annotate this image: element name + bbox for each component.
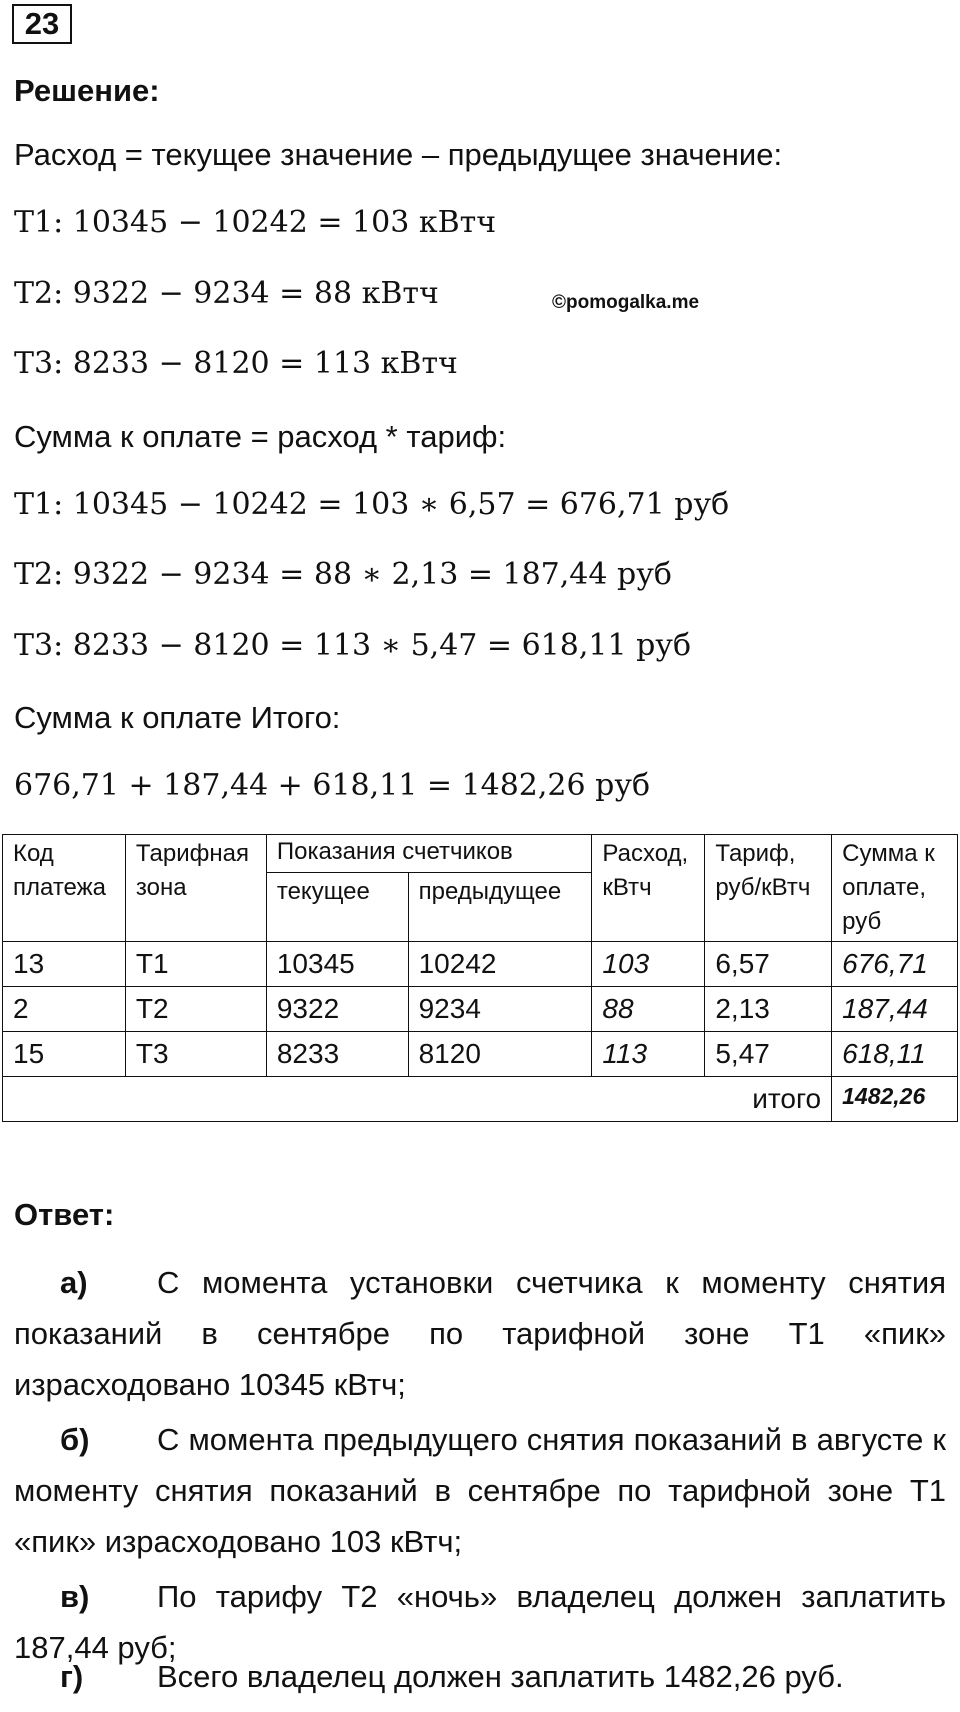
cell-tariff: 5,47 [705,1032,832,1077]
header-sum: Сумма к оплате, руб [832,835,958,942]
answer-b [14,1414,946,1567]
t2-payment: T2: 9322 − 9234 = 88 ∗ 2,13 = 187,44 руб [14,557,672,592]
cell-zone: T1 [125,942,266,987]
answer-a-text: С момента установки счетчика к моменту снятия показаний в сентябре по тарифной зоне T1 «пик» израсходовано 10345 кВтч; [14,1265,946,1402]
payment-formula: Сумма к оплате = расход * тариф: [14,419,507,454]
task-number: 23 [12,4,72,44]
total-expression: 676,71 + 187,44 + 618,11 = 1482,26 руб [14,768,651,803]
cell-previous: 9234 [408,987,592,1032]
answer-d [14,1651,946,1702]
cell-consumption: 103 [592,942,705,987]
cell-sum: 676,71 [832,942,958,987]
watermark: ©pomogalka.me [552,292,700,313]
cell-code: 2 [3,987,126,1032]
cell-tariff: 6,57 [705,942,832,987]
cell-sum: 187,44 [832,987,958,1032]
cell-current: 8233 [266,1032,408,1077]
header-code: Код платежа [3,835,126,942]
cell-consumption: 113 [592,1032,705,1077]
answer-d-label: г) [60,1659,84,1694]
cell-code: 13 [3,942,126,987]
answer-heading: Ответ: [14,1197,115,1232]
answer-c-label: в) [60,1579,90,1614]
table-row [3,1032,958,1077]
cell-current: 10345 [266,942,408,987]
cell-sum: 618,11 [832,1032,958,1077]
cell-zone: T2 [125,987,266,1032]
table-header-row [3,835,958,873]
answer-a [14,1257,946,1410]
t1-consumption: T1: 10345 − 10242 = 103 кВтч [14,205,497,240]
t2-consumption: T2: 9322 − 9234 = 88 кВтч [14,276,439,311]
table-row [3,942,958,987]
cell-tariff: 2,13 [705,987,832,1032]
header-current: текущее [266,873,408,942]
cell-previous: 10242 [408,942,592,987]
t3-payment: T3: 8233 − 8120 = 113 ∗ 5,47 = 618,11 руб [14,628,692,663]
solution-heading: Решение: [14,73,160,108]
answer-d-text: Всего владелец должен заплатить 1482,26 руб. [157,1659,844,1694]
cell-consumption: 88 [592,987,705,1032]
answer-c-text: По тарифу T2 «ночь» владелец должен заплатить 187,44 руб; [14,1579,946,1665]
answer-b-label: б) [60,1422,90,1457]
header-consumption: Расход, кВтч [592,835,705,942]
table-total-row [3,1077,958,1122]
header-previous: предыдущее [408,873,592,942]
answer-b-text: С момента предыдущего снятия показаний в августе к моменту снятия показаний в сентябре по тарифной зоне T1 «пик» израсходовано 103 кВтч; [14,1422,946,1559]
cell-current: 9322 [266,987,408,1032]
cell-zone: T3 [125,1032,266,1077]
t3-consumption: T3: 8233 − 8120 = 113 кВтч [14,346,458,381]
t1-payment: T1: 10345 − 10242 = 103 ∗ 6,57 = 676,71 руб [14,487,730,522]
header-tariff: Тариф, руб/кВтч [705,835,832,942]
total-value: 1482,26 [832,1077,958,1122]
header-readings: Показания счетчиков [266,835,592,873]
total-heading: Сумма к оплате Итого: [14,700,341,735]
answer-a-label: а) [60,1265,88,1300]
billing-table [2,834,958,1122]
total-label: итого [3,1077,832,1122]
cell-previous: 8120 [408,1032,592,1077]
header-zone: Тарифная зона [125,835,266,942]
cell-code: 15 [3,1032,126,1077]
table-row [3,987,958,1032]
consumption-formula: Расход = текущее значение – предыдущее значение: [14,137,783,172]
